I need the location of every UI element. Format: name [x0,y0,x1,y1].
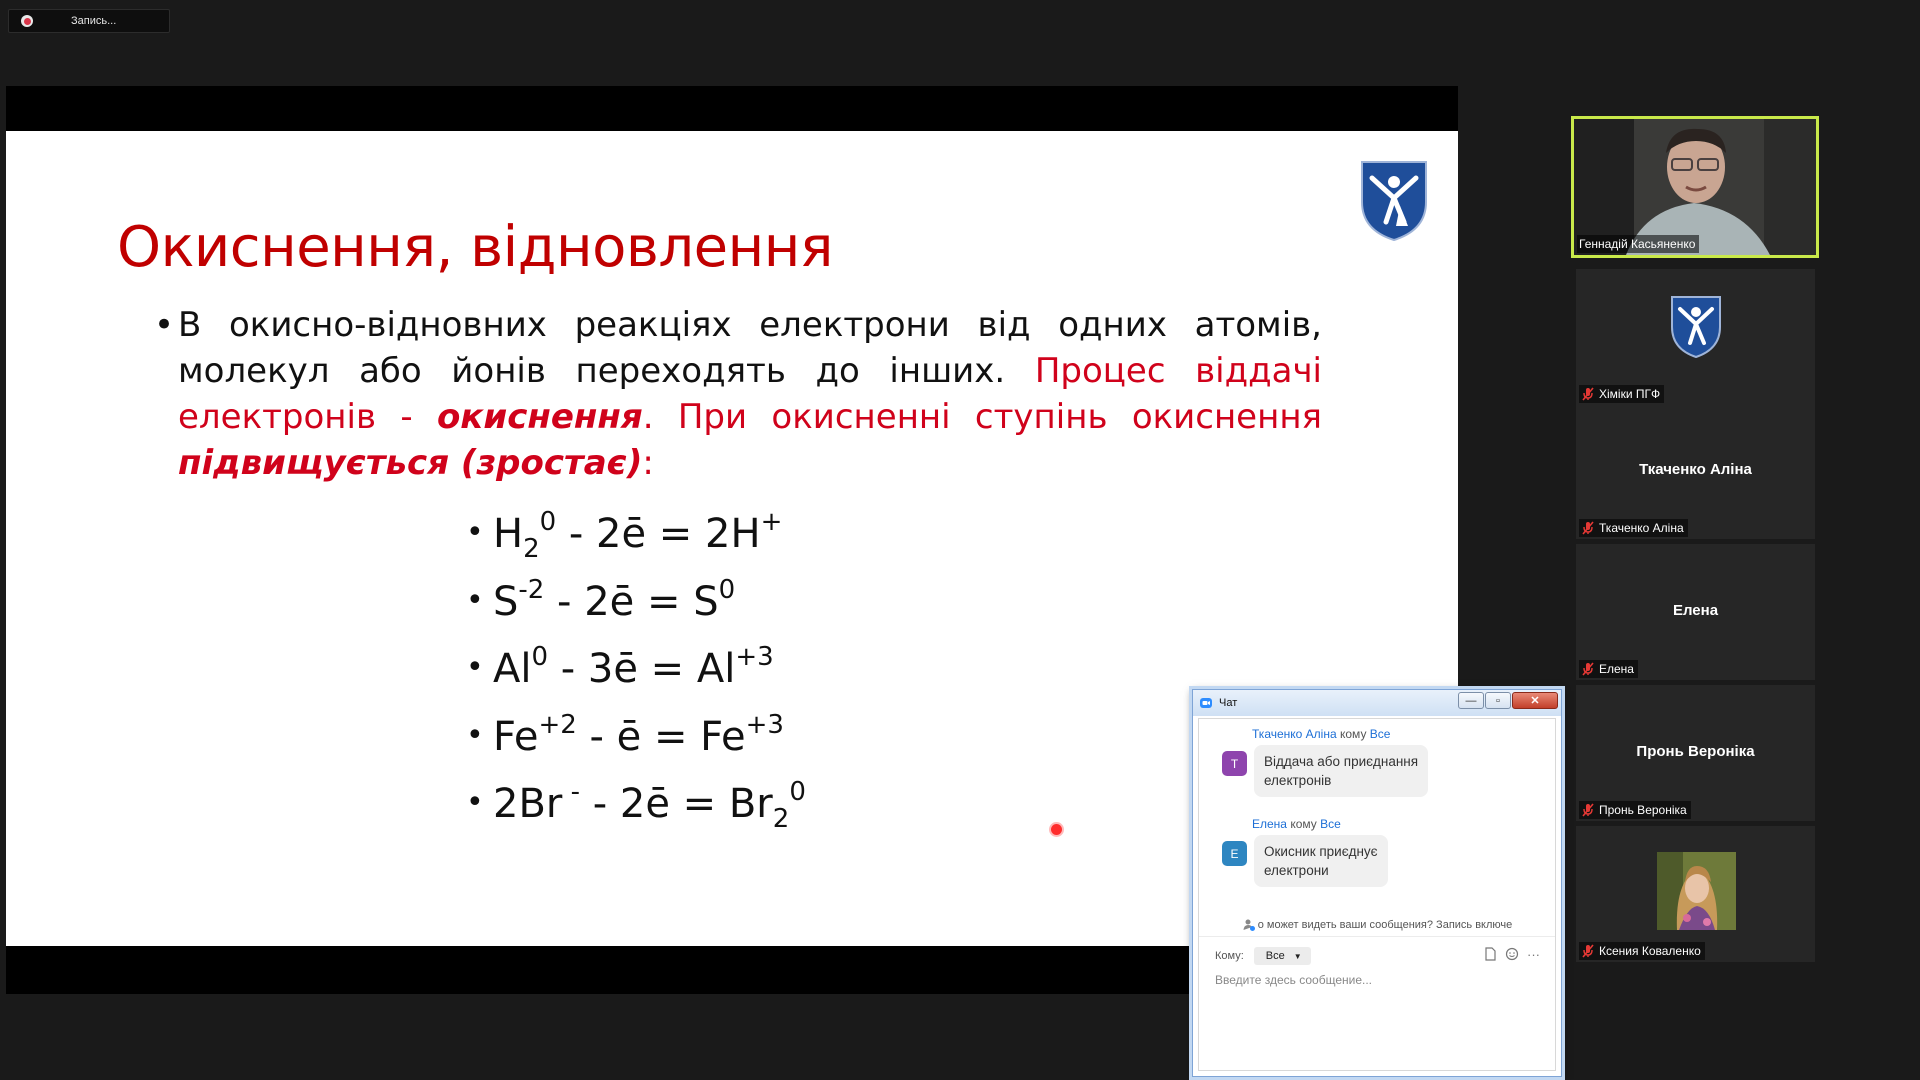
chat-toolbar [1484,947,1540,962]
equation [466,702,806,770]
mic-muted-icon [1581,803,1595,817]
equation-list [466,499,806,837]
to-label: Кому: [1215,950,1244,962]
sender-name[interactable]: Елена [1252,817,1287,831]
message-input[interactable]: Введите здесь сообщение... [1215,973,1373,987]
maximize-button[interactable]: ▫ [1485,692,1511,709]
zoom-chat-icon [1199,696,1213,710]
to-word: кому [1340,727,1367,741]
recipient[interactable]: Все [1369,727,1391,741]
participant-name: Хіміки ПГФ [1599,387,1661,401]
equation [466,769,806,837]
participant-name: Геннадій Касьяненко [1579,237,1696,251]
participant-label [1579,660,1638,678]
chat-titlebar[interactable] [1193,690,1561,716]
participant-name: Ксения Коваленко [1599,944,1701,958]
eq-middle: - 2ē = Br [580,781,773,827]
participant-name: Елена [1599,662,1634,676]
eq-left: 2Br [493,781,563,827]
participant-label [1579,385,1664,403]
sender-name[interactable]: Ткаченко Аліна [1252,727,1337,741]
participant-label [1579,801,1691,819]
chat-message [1199,727,1555,807]
message-bubble [1254,745,1428,797]
avatar: Т [1222,751,1247,776]
participant-label [1577,235,1699,253]
more-icon[interactable]: ··· [1527,947,1540,962]
chevron-down-icon: ▼ [1293,951,1302,961]
participant-display-name: Елена [1672,601,1719,619]
participant-tile[interactable] [1576,269,1815,405]
mic-muted-icon [1581,662,1595,676]
eq-right-sup: +3 [745,709,784,740]
bullet-glyph: • [466,650,484,685]
eq-left-sub: 2 [523,534,540,564]
eq-left: Fe [493,713,539,760]
minimize-button[interactable]: — [1458,692,1484,709]
university-logo-icon [1356,156,1432,242]
emoji-icon[interactable] [1505,947,1519,961]
eq-right-sup: 0 [789,777,806,807]
message-header [1252,727,1390,741]
recording-label: Запись... [71,15,117,27]
to-word: кому [1290,817,1317,831]
message-text: електрони [1264,863,1329,878]
close-button[interactable]: ✕ [1512,692,1558,709]
eq-left-sup: 0 [539,507,557,537]
bullet-glyph: • [466,785,484,820]
chat-window[interactable] [1192,689,1562,1077]
equation [466,634,806,702]
recipient-row [1215,947,1311,965]
eq-left: S [493,578,519,625]
participant-display-name: Пронь Вероніка [1636,742,1755,760]
bullet-glyph: • [466,582,484,618]
eq-right-sup: +3 [735,642,774,672]
equation [466,567,806,635]
eq-left-sup: +2 [538,709,577,740]
participant-display-name: Ткаченко Аліна [1639,460,1752,478]
eq-left-sup: - [562,777,580,807]
participant-tile-active-speaker[interactable] [1571,116,1819,258]
person-lock-icon [1242,918,1256,932]
eq-middle: - ē = Fe [576,713,746,760]
participant-tile[interactable] [1576,403,1815,539]
body-plain: В окисно-відновних реакціях електрони від одних атомів, молекул або йонів переходять до інших. [178,305,1322,391]
mic-muted-icon [1581,521,1595,535]
message-text: Віддача або приєднання [1264,754,1419,769]
record-icon [21,15,33,27]
participant-name: Ткаченко Аліна [1599,521,1684,535]
eq-left-sup: 0 [531,642,549,672]
participant-label [1579,519,1688,537]
mic-muted-icon [1581,944,1595,958]
participant-tile[interactable] [1576,685,1815,821]
eq-left-sup: -2 [518,574,545,605]
laser-pointer [1051,824,1062,835]
chat-privacy-notice[interactable] [1199,914,1555,937]
participant-name: Пронь Вероніка [1599,803,1687,817]
participant-photo [1657,852,1736,930]
bullet-glyph: • [466,717,484,753]
recipient-select[interactable] [1254,947,1311,965]
participant-tile[interactable] [1576,826,1815,962]
recording-indicator[interactable] [8,9,170,33]
body-red-bold-1: окиснення [436,397,643,437]
chat-message [1199,817,1555,897]
message-bubble [1254,835,1388,887]
eq-middle: - 3ē = Al [548,646,736,692]
file-icon[interactable] [1484,947,1497,961]
eq-middle: - 2ē = S [544,578,719,625]
notice-text: о может видеть ваши сообщения? Запись включе [1257,919,1513,931]
body-red-1: Процес віддачі електронів - [178,351,1323,437]
body-colon: : [642,443,654,483]
message-header [1252,817,1341,831]
body-red-bold-2: підвищується (зростає) [178,443,643,483]
share-letterbox-top [6,86,1458,131]
participant-label [1579,942,1705,960]
recipient-value: Все [1265,950,1285,962]
equation [466,499,806,567]
eq-right-sup: 0 [718,574,736,605]
recipient[interactable]: Все [1320,817,1341,831]
chat-title: Чат [1219,697,1238,709]
mic-muted-icon [1581,387,1595,401]
chat-panel [1198,718,1556,1071]
eq-left: Al [493,646,532,692]
body-red-2: . При окисненні ступінь окиснення [642,397,1323,437]
message-text: електронів [1264,773,1332,788]
eq-middle: - 2ē = 2H [556,511,761,557]
bullet-glyph: • [466,515,484,550]
bullet-glyph: • [154,305,175,345]
slide-body-text [154,302,1323,486]
eq-right-sub: 2 [772,804,790,834]
participant-tile[interactable] [1576,544,1815,680]
university-logo-icon [1668,293,1724,359]
slide-title: Окиснення, відновлення [117,215,833,280]
eq-right-sup: + [760,507,783,537]
message-text: Окисник приєднує [1264,844,1378,859]
avatar: Е [1222,841,1247,866]
eq-left: H [493,511,524,557]
